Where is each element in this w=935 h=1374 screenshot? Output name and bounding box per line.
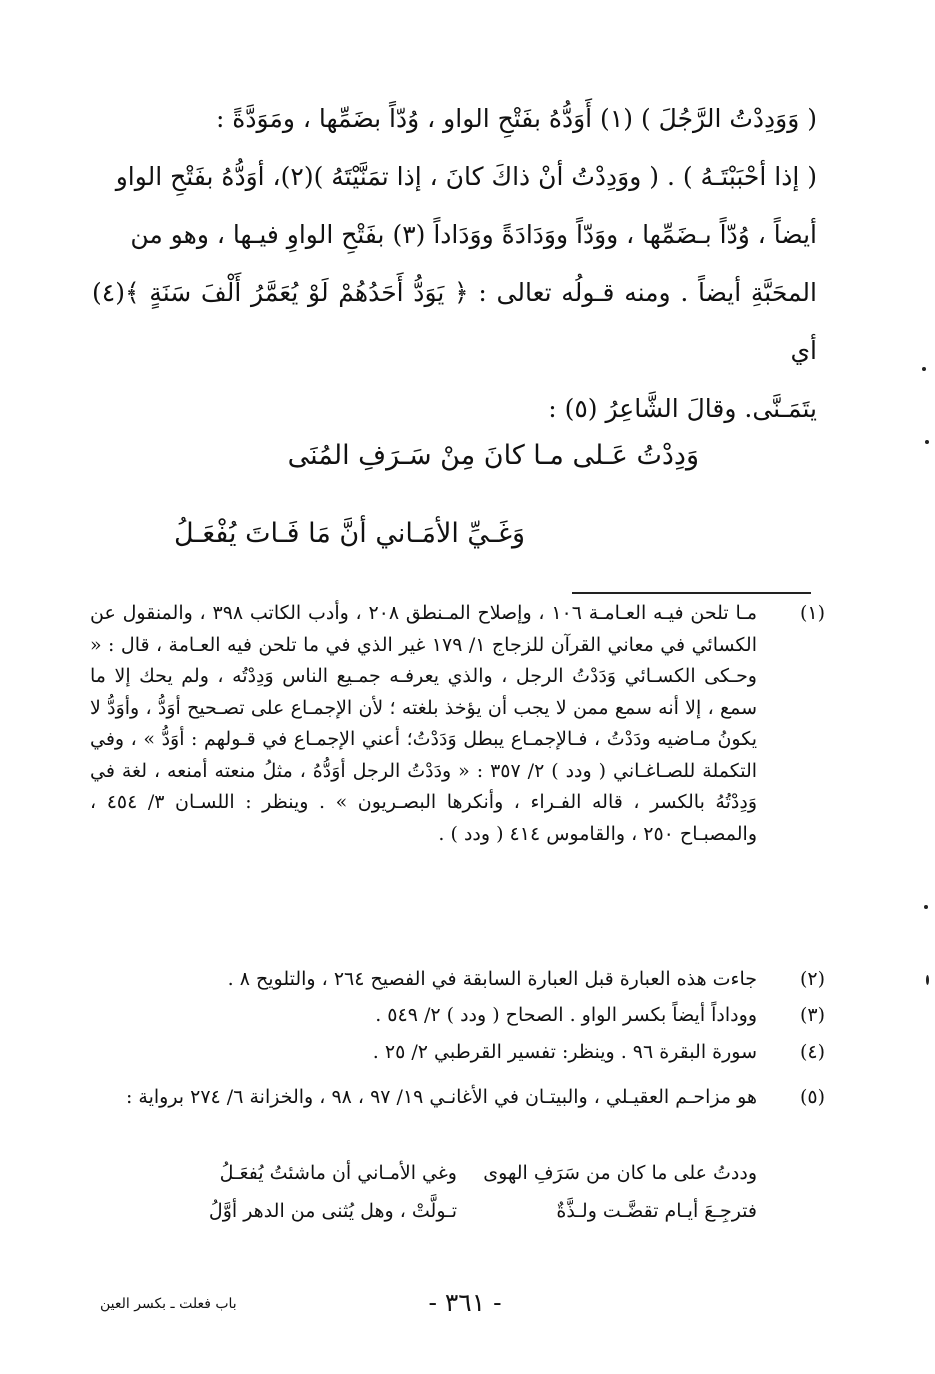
scan-speck — [922, 367, 926, 371]
footnote-2 — [90, 964, 825, 996]
footnote-4 — [90, 1037, 825, 1069]
footnote-text: سورة البقرة ٩٦ . وينظر: تفسير القرطبي ٢/ ٢٥ . — [372, 1041, 757, 1063]
footnote-1 — [90, 598, 825, 850]
scan-speck — [925, 440, 929, 444]
main-line: المحَبَّةِ أيضاً . ومنه قـولُه تعالى : ﴿ يَوَدُّ أَحَدُهُمْ لَوْ يُعَمَّرُ أَلْفَ سَنَةٍ ﴾(٤) أي — [92, 278, 817, 365]
footnote-3 — [90, 1000, 825, 1032]
footnote-text: ووداداً أيضاً بكسر الواو . الصحاح ( ودد ) ٢/ ٥٤٩ . — [375, 1004, 757, 1026]
footnote-separator — [572, 592, 811, 594]
scan-speck — [924, 905, 928, 909]
footnote-number: (٢) — [799, 968, 825, 990]
footnote-number: (١) — [799, 602, 825, 624]
verse-hemistich-1: وَدِدْتُ عَـلى مـا كانَ مِنْ سَـرَفِ المُنَى — [287, 440, 699, 471]
page-number: - ٣٦١ - — [428, 1288, 502, 1317]
main-line: ( وَوَدِدْتُ الرَّجُلَ ) (١) أَوَدُّهُ بفَتْحِ الواو ، وُدّاً بضَمِّها ، ومَوَدَّةً : — [215, 104, 817, 133]
footnote-number: (٣) — [799, 1004, 825, 1026]
footnote-number: (٤) — [799, 1041, 825, 1063]
footnote-text: جاءت هذه العبارة قبل العبارة السابقة في الفصيح ٢٦٤ ، والتلويح ٨ . — [227, 968, 757, 990]
footnote-5 — [90, 1082, 825, 1114]
footnote-poem-hemistich: تـولَّتْ ، وهل يُثنى من الدهر أوَّلُ — [208, 1200, 457, 1222]
running-title: باب فعلت ـ بكسر العين — [100, 1296, 237, 1312]
footnote-text: مـا تلحن فيـه العـامـة ١٠٦ ، وإصلاح المـنطق ٢٠٨ ، وأدب الكاتب ٣٩٨ ، والمنقول عن الكسائي في معاني القرآن للزجاج ١/ ١٧٩ غير الذي في ما تلحن فيه العـامة ، قال : « وحـكى الكسـائي وَدَدْتُ الرجل ، والذي يعرفـه جمـيع الناس وَدِدْتُه ، ولم يحك إلا ما سمع ، إلا أنه سمع ممن لا يجب أن يؤخذ بلغته ؛ لأن الإجمـاع على تصـحيح أوَدُّ ، وأوَدُّ لا يكونُ مـاضيه ودَدْتُ ، فـالإجمـاع يبطل وَدَدْتُ؛ أعني الإجمـاع في قـولهم : أوَدُّ » ، وفي التكملة للصـاغـاني ( ودد ) ٢/ ٣٥٧ : « ودَدْتُ الرجل أوَدُّهُ ، مثلُ منعته أمنعه ، لغة في وَدِدْتُهُ بالكسر ، قاله الفـراء ، وأنكرها البصـريون » . وينظر : اللسـان ٣/ ٤٥٤ ، والمصبـاح ٢٥٠ ، والقاموس ٤١٤ ( ودد ) . — [90, 602, 758, 845]
main-line: ( إذا أحْبَبْتَـهُ ) . ( ووَدِدْتُ أنْ ذاكَ كانَ ، إذا تمَنَّيْتَهُ )(٢)، أوَدُّهُ بفَتْحِ الواو — [115, 162, 817, 191]
main-line: أيضاً ، وُدّاً بـضَمِّها ، ووَدّاً ووَدَادَةً ووَدَاداً (٣) بفَتْحِ الواوِ فيـها ، وهو من — [130, 220, 817, 249]
footnote-number: (٥) — [799, 1086, 825, 1108]
footnote-text: هو مزاحـم العقيـلي ، والبيتـان في الأغانـي ١٩/ ٩٧ ، ٩٨ ، والخزانة ٦/ ٢٧٤ برواية : — [125, 1086, 757, 1108]
footnote-poem-hemistich: فترجِـعَ أيـام تقضَّـت ولـذَّةٌ — [556, 1200, 757, 1222]
footnote-poem-hemistich: وددتُ على ما كان من سَرَفِ الهوى — [483, 1162, 757, 1184]
main-text — [92, 90, 817, 438]
main-line: يتَمَـنَّى. وقالَ الشَّاعِرُ (٥) : — [548, 394, 817, 423]
verse-hemistich-2: وَغَـيِّ الأمَـاني أنَّ مَا فَـاتَ يُفْعَـلُ — [173, 518, 525, 549]
footnote-poem-hemistich: وغي الأمـاني أن ماشئتُ يُفعَـلُ — [219, 1162, 457, 1184]
scan-speck — [926, 975, 929, 985]
